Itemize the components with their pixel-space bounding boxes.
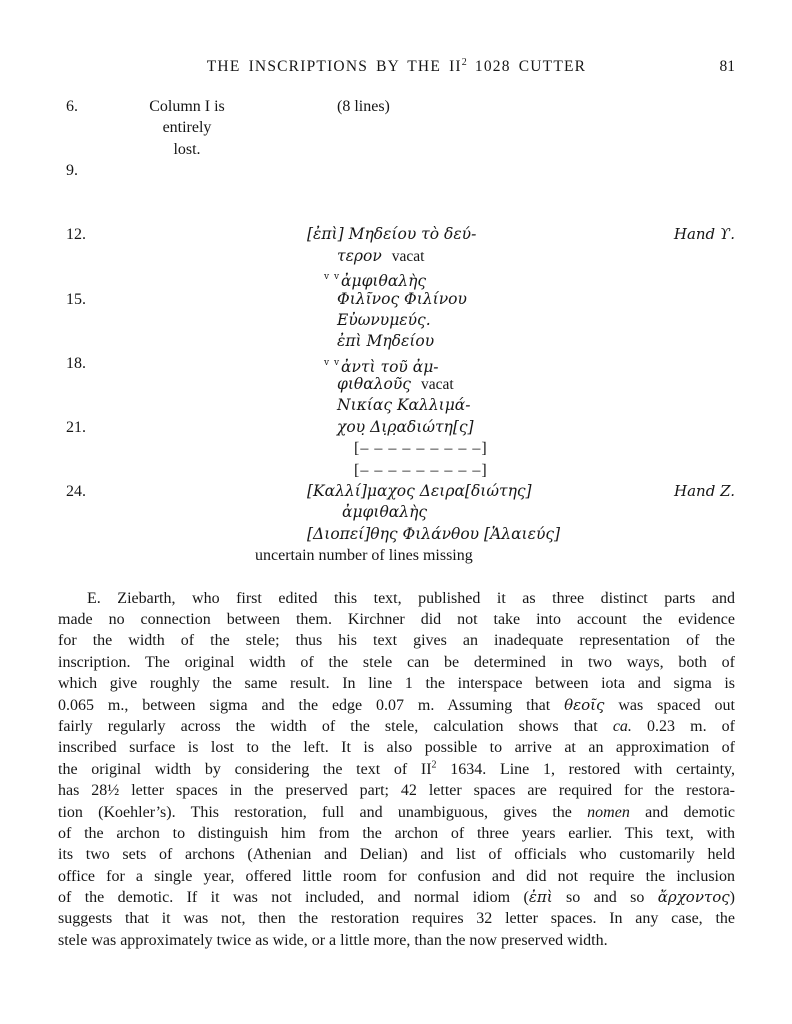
inscription-line [58,417,735,438]
inscription-line [58,331,735,352]
commentary-line: made no connection between them. Kirchner did not take into account the evidence [58,610,735,628]
page-title-post: 1028 CUTTER [466,58,587,76]
inscription-line-number: 18. [66,354,86,372]
column-lost-note: Column I is [149,98,225,115]
page-title-pre: THE INSCRIPTIONS BY THE II [206,58,462,76]
commentary-line: inscription. The original width of the stele can be determined in two ways, both of [58,653,735,671]
commentary-line: the original width by considering the text of $II^2$ 1634. Line 1, restored with certainty, [58,759,735,778]
commentary-line: tion (Koehler’s). This restoration, full and unambiguous, gives the nomen and demotic [58,803,735,821]
greek-inscription-text: Νικίας Καλλιμά- [337,396,471,415]
greek-inscription-text: χου̣ Δι̣ρ̣αδιώτη[ς] [337,417,474,436]
page-title-superscript: 2 [461,57,467,68]
inscription-line [58,395,735,416]
greek-term: ἐπὶ [528,888,553,907]
commentary-line: suggests that it was not, then the restoration requires 32 letter spaces. In any case, the [58,910,735,928]
greek-inscription-text: τερον vacat [337,246,425,265]
greek-inscription-text: $^{v v}$ἀντὶ τοῦ ἀμ- [324,357,439,376]
inscription-line [58,545,735,566]
commentary-line: of the archon to distinguish him from the archon of three years earlier. This text, with [58,824,735,842]
commentary-line: office for a single year, offered little room for confusion and did not require the inclusion [58,867,735,885]
vacat-mark: v v [324,272,341,283]
commentary-line: fairly regularly across the width of the stele, calculation shows that ca. 0.23 m. of [58,717,735,735]
inscription-line [58,353,735,374]
commentary-paragraph [58,588,735,952]
inscription-line [58,460,735,481]
page-number: 81 [719,58,735,75]
running-head [58,57,735,77]
inscription-line [58,289,735,310]
inscription-line [58,267,735,291]
inscription-line-number: 12. [66,226,86,244]
vacat-label: vacat [391,247,425,265]
commentary-line: E. Ziebarth, who first edited this text, published it as three distinct parts and [87,589,735,607]
inscription-line [58,374,735,395]
inscription-line [58,310,735,331]
inscription-line [58,438,735,459]
commentary-line: inscribed surface is lost to the left. It is also possible to arrive at an approximation of [58,739,735,757]
inscription-line [58,182,735,203]
inscription-line [58,224,735,245]
inscription-line [58,502,735,523]
column-lost-note: entirely [162,119,212,137]
inscription-line [58,139,735,160]
lines-count-note: (8 lines) [337,98,390,115]
latin-term: nomen [587,803,630,821]
commentary-line: has 28½ letter spaces in the preserved part; 42 letter spaces are required for the restora- [58,782,735,800]
vacat-mark: v v [324,357,341,368]
inscription-text-block [58,96,735,567]
greek-inscription-text: φιθαλοῦς vacat [337,375,454,394]
greek-inscription-text: Φιλῖνος Φιλίνου [337,289,467,308]
commentary-line: stele was approximately twice as wide, or a little more, than the now preserved width. [58,931,608,949]
lacuna-dash-line: [– – – – – – – – –] [354,461,488,479]
greek-term: θεοῖς [564,695,605,714]
greek-inscription-text: [Διοπεί]θης Φιλάνθου [Ἁλαιεύς] [307,524,561,543]
superscript-numeral: 2 [431,759,437,771]
inscription-line [58,160,735,181]
hand-attribution-label: Hand ϒ. [673,225,735,244]
vacat-label: vacat [421,376,454,394]
missing-lines-note: uncertain number of lines missing [255,547,473,565]
inscription-line [58,246,735,267]
greek-term: ἄρχοντος [657,888,730,907]
inscription-line-number: 9. [66,162,78,180]
inscription-line-number: 15. [66,290,86,308]
inscription-line [58,524,735,545]
commentary-line: of the demotic. If it was not included, and normal idiom (ἐπὶ so and so ἄρχοντος) [58,888,735,907]
commentary-line: for the width of the stele; thus his text gives an inadequate representation of the [58,632,735,650]
inscription-line [58,203,735,224]
inscription-line [58,117,735,138]
inscription-line-number: 24. [66,483,86,501]
inscription-line [58,481,735,502]
inscription-line-number: 21. [66,418,86,436]
page-title [58,57,735,76]
commentary-line: its two sets of archons (Athenian and Delian) and list of officials who customarily held [58,846,735,864]
greek-inscription-text: $^{v v}$ἀμφιθαλὴς [324,272,427,291]
greek-inscription-text: Εὐωνυμεύς. [337,310,431,329]
greek-inscription-text: [Καλλί]μαχος Δειρα[διώτης] [307,482,532,501]
inscription-line [58,96,735,117]
greek-inscription-text: ἀμφιθαλὴς [342,503,428,522]
lacuna-dash-line: [– – – – – – – – –] [354,440,488,458]
commentary-line: 0.065 m., between sigma and the edge 0.07 m. Assuming that θεοῖς was spaced out [58,695,735,714]
commentary-line: which give roughly the same result. In line 1 the interspace between iota and sigma is [58,675,735,693]
latin-term: ca. [612,717,632,735]
greek-inscription-text: [ἐπὶ] Μηδείου τὸ δεύ- [307,225,477,244]
greek-inscription-text: ἐπὶ Μηδείου [337,332,435,351]
column-lost-note: lost. [173,140,201,158]
inscription-line-number: 6. [66,98,78,115]
hand-attribution-label: Hand Z. [674,482,735,501]
